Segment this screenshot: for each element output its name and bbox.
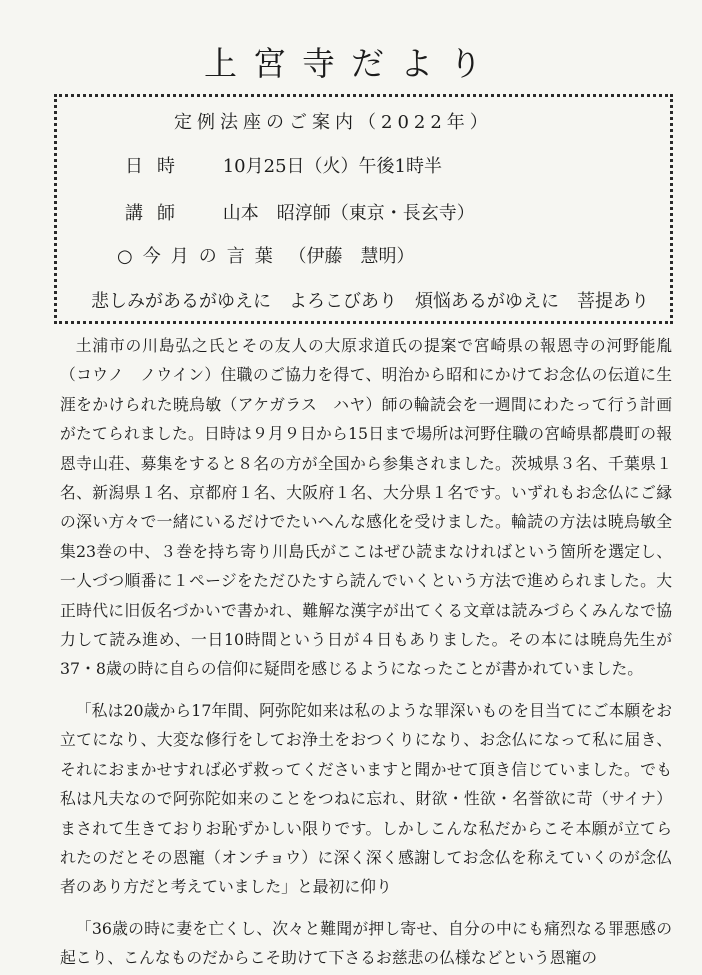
dharma-meeting-notice-box: [54, 94, 673, 324]
notice-words-row: [117, 242, 414, 268]
article-paragraph: 「私は20歳から17年間、阿弥陀如来は私のような罪深いものを目当てにご本願をお立てになり、大変な修行をしてお浄土をおつくりになり、お念仏になって私に届き、それにおまかせすれば必ず救ってくださいますと聞かせて頂き信じていました。でも私は凡夫なので阿弥陀如来のことをつねに忘れ、財欲・性欲・名誉欲に苛（サイナ）まされて生きておりお恥ずかしい限りです。しかしこんな私だからこそ本願が立てられたのだとその恩寵（オンチョウ）に深く深く感謝してお念仏を称えていくのが念仏者のあり方だと考えていました」と最初に仰り: [60, 700, 672, 897]
article-body: [60, 331, 672, 973]
notice-heading: 定例法座のご案内（2022年）: [174, 112, 493, 133]
notice-date-row: [125, 152, 442, 178]
lecturer-value: 山本 昭淳師（東京・長玄寺）: [222, 203, 475, 224]
date-value: 10月25日（火）午後1時半: [222, 156, 442, 177]
newsletter-title: 上宮寺だより: [204, 44, 498, 83]
words-author: （伊藤 慧明）: [288, 246, 415, 267]
lecturer-label: 講師: [125, 203, 189, 224]
words-of-the-month-quote: 悲しみがあるがゆえに よろこびあり 煩悩あるがゆえに 菩提あり: [91, 291, 649, 312]
date-label: 日時: [125, 156, 189, 177]
article-paragraph: 「36歳の時に妻を亡くし、次々と難聞が押し寄せ、自分の中にも痛烈なる罪悪感の起こり、こんなものだからこそ助けて下さるお慈悲の仏様などという恩寵の: [60, 918, 672, 968]
words-label: ○今月の言葉: [117, 246, 283, 267]
article-paragraph: 土浦市の川島弘之氏とその友人の大原求道氏の提案で宮崎県の報恩寺の河野能胤（コウノ ノウイン）住職のご協力を得て、明治から昭和にかけてお念仏の伝道に生涯をかけられた暁烏敏（アケガラス ハヤ）師の輪読会を一週間にわたって行う計画がたてられました。日時は９月９日から15日まで場所は河野住職の宮崎県都農町の報恩寺山荘、募集をすると８名の方が全国から参集されました。茨城県３名、千葉県１名、新潟県１名、京都府１名、大阪府１名、大分県１名です。いずれもお念仏にご縁の深い方々で一緒にいるだけでたいへんな感化を受けました。輪読の方法は暁烏敏全集23巻の中、３巻を持ち寄り川島氏がここはぜひ読まなければという箇所を選定し、一人づつ順番に１ページをただひたすら読んでいくという方法で進められました。大正時代に旧仮名づかいで書かれ、難解な漢字が出てくる文章は読みづらくみんなで協力して読み進め、一日10時間という日が４日もありました。その本には暁烏先生が37・8歳の時に自らの信仰に疑問を感じるようになったことが書かれていました。: [60, 336, 672, 679]
notice-lecturer-row: [125, 199, 475, 225]
